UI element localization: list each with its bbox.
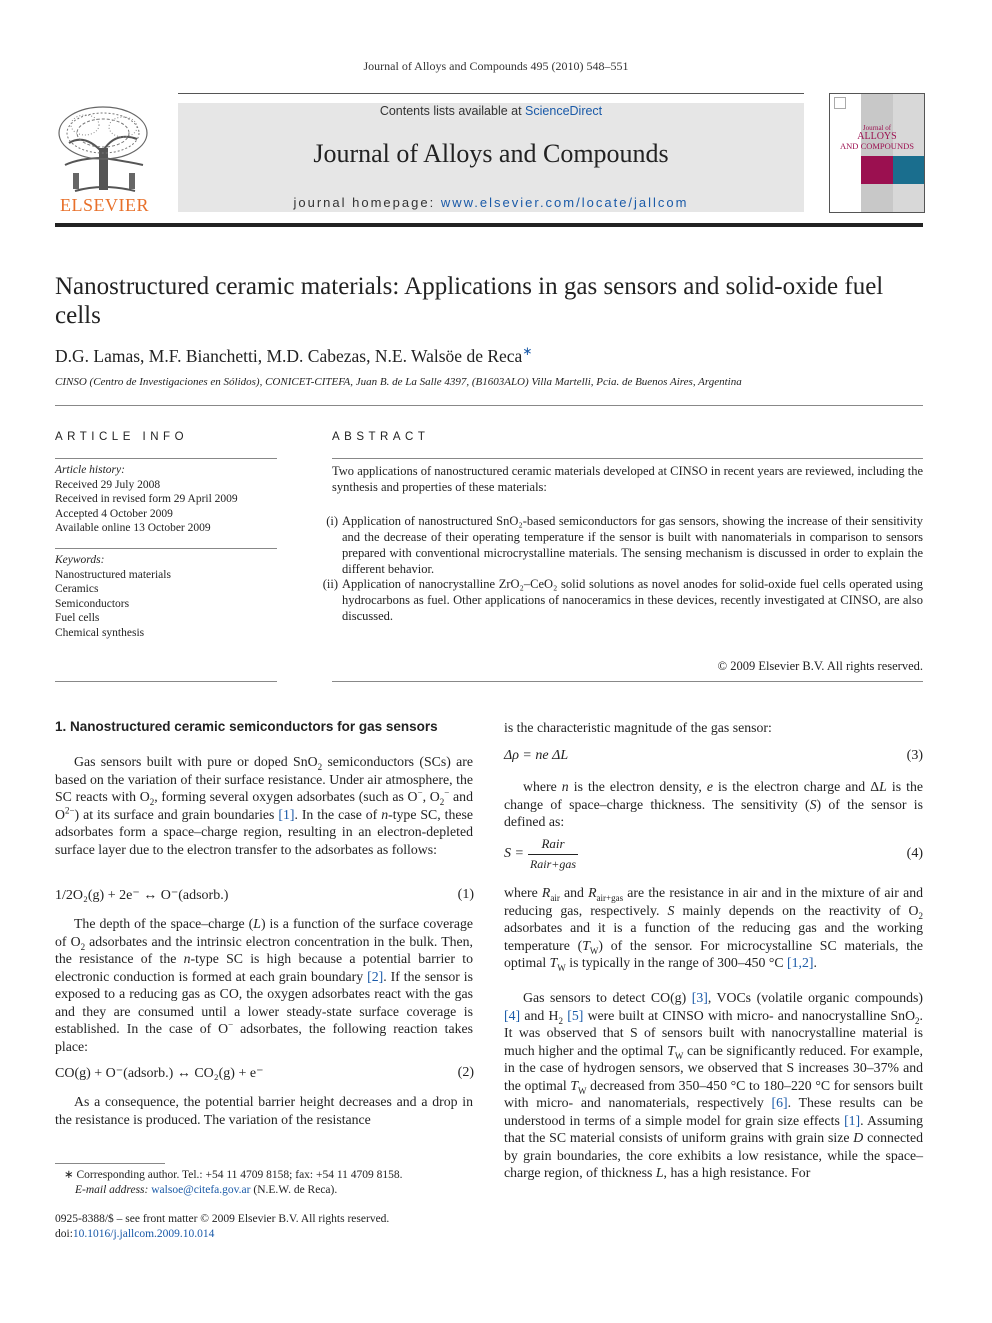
doi-label: doi: (55, 1228, 73, 1240)
abstract-heading: ABSTRACT (332, 431, 430, 443)
journal-title: Journal of Alloys and Compounds (313, 139, 669, 168)
cover-magenta-block (861, 156, 893, 184)
divider (55, 681, 277, 682)
equation-number: (1) (457, 887, 474, 902)
abstract-item-1: Application of nanostructured SnO₂-based semiconductors for gas sensors, showing the increase of their sensitivity and the decrease of their operating temperature if the sensor is built with nanomaterials in comparison to sensors prepared with conventional microcrystalline materials. The sensing mechanism is discussed in order to explain the different behavior. (342, 514, 923, 576)
journal-citation: Journal of Alloys and Compounds 495 (2010) 548–551 (363, 59, 629, 73)
cover-title-2: ALLOYS (857, 131, 897, 142)
cover-title-3: AND COMPOUNDS (840, 141, 914, 151)
ref-link[interactable]: [1] (278, 806, 295, 822)
history-item: Available online 13 October 2009 (55, 522, 211, 534)
section-1-heading: 1. Nanostructured ceramic semiconductors for gas sensors (55, 719, 438, 734)
author-list (55, 344, 935, 367)
sciencedirect-link[interactable]: ScienceDirect (525, 104, 603, 118)
ref-link[interactable]: [3] (691, 990, 708, 1005)
ref-link[interactable]: [6] (771, 1095, 788, 1110)
article-history (55, 463, 277, 536)
abstract-intro: Two applications of nanostructured ceramic materials developed at CINSO in recent years are reviewed, including the synthesis and properties of these materials: (332, 464, 923, 494)
history-item: Received in revised form 29 April 2009 (55, 493, 238, 505)
equation-number: (4) (906, 846, 923, 861)
email-link[interactable]: walsoe@citefa.gov.ar (151, 1184, 251, 1196)
fraction-bar (528, 854, 578, 855)
keyword: Fuel cells (55, 612, 100, 624)
divider (332, 458, 923, 459)
history-item: Received 29 July 2008 (55, 478, 161, 491)
doi-line (55, 1227, 475, 1242)
keyword: Nanostructured materials (55, 568, 171, 581)
paragraph: As a consequence, the potential barrier height decreases and a drop in the resistance is produced. The variation of the resistance (55, 1094, 473, 1127)
email-note (75, 1183, 495, 1198)
equation-1: 1/2O₂(g) + 2e⁻ ↔ O⁻(adsorb.) (55, 888, 229, 903)
paragraph: Gas sensors built with pure or doped SnO$_2$ semiconductors (SCs) are based on the variation of their surface resistance. Under air atmosphere, the SC reacts with $O_2$, forming several oxygen adsorbates (such as O−, $O_2^-$ and $O^{2-}$) at its surface and grain boundaries [1]. In the case of n-type SC, these adsorbates form a space–charge region, resulting in an electron-depleted surface layer due to the electron transfer to the adsorbates as follows: (55, 754, 474, 857)
elsevier-wordmark: ELSEVIER (60, 195, 149, 215)
journal-homepage (178, 195, 804, 210)
history-label: Article history: (55, 464, 125, 476)
header-top-rule (178, 93, 804, 94)
ref-link[interactable]: [5] (567, 1007, 584, 1023)
keyword: Chemical synthesis (55, 626, 145, 639)
doi-link[interactable]: 10.1016/j.jallcom.2009.10.014 (72, 1228, 215, 1240)
contents-prefix: Contents lists available at (379, 104, 526, 118)
article-title: Nanostructured ceramic materials: Applications in gas sensors and solid-oxide fuel cells (55, 273, 884, 329)
divider (332, 681, 923, 682)
issn-line: 0925-8388/$ – see front matter © 2009 Elsevier B.V. All rights reserved. (55, 1213, 390, 1225)
affiliation: CINSO (Centro de Investigaciones en Sólidos), CONICET-CITEFA, Juan B. de La Salle 4397, (B1603ALO) Villa Martelli, Pcia. de Buenos Aires, Argentina (55, 376, 742, 388)
ref-link[interactable]: [4] (504, 1007, 521, 1023)
homepage-prefix: journal homepage: (293, 195, 441, 210)
cover-teal-block (893, 156, 924, 184)
ref-link[interactable]: [1] (844, 1112, 861, 1128)
divider (55, 548, 277, 549)
keyword: Ceramics (55, 583, 99, 595)
abstract-item-2: Application of nanocrystalline ZrO₂–CeO₂ solid solutions as novel anodes for solid-oxide fuel cells operated using hydrocarbons as fuel. Other applications of nanoceramics in these devices, recently investigated at CINSO, are also discussed. (342, 577, 923, 623)
history-item: Accepted 4 October 2009 (55, 507, 173, 520)
cover-title-1: Journal of (862, 124, 892, 132)
equation-number: (2) (457, 1065, 474, 1080)
copyright: © 2009 Elsevier B.V. All rights reserved. (717, 659, 923, 673)
abstract-item-label: (ii) (322, 577, 338, 591)
journal-cover-thumbnail (829, 93, 925, 213)
equation-4-numerator: Rair (541, 836, 565, 851)
paragraph: where n is the electron density, e is the electron charge and ΔL is the change of space–charge thickness. The sensitivity (S) of the sensor is defined as: (504, 779, 924, 829)
header-thick-rule (55, 223, 923, 227)
keywords (55, 553, 277, 640)
equation-2: CO(g) + O⁻(adsorb.) ↔ CO₂(g) + e⁻ (55, 1066, 264, 1081)
equation-4-denominator: Rair+gas (529, 857, 577, 871)
keyword: Semiconductors (55, 597, 130, 610)
corresponding-author-note: ∗ Corresponding author. Tel.: +54 11 4709 8158; fax: +54 11 4709 8158. (64, 1169, 403, 1181)
equation-4-lhs: S = (504, 846, 524, 861)
keywords-label: Keywords: (55, 554, 105, 566)
corresponding-author-mark[interactable]: ∗ (522, 344, 533, 358)
authors-text: D.G. Lamas, M.F. Bianchetti, M.D. Cabezas, N.E. Walsöe de Reca (55, 345, 523, 366)
cover-elsevier-mark-icon (834, 97, 846, 109)
homepage-link[interactable]: www.elsevier.com/locate/jallcom (440, 195, 689, 210)
contents-line (178, 104, 804, 118)
equation-3: Δρ = ne ΔL (504, 748, 569, 763)
article-info-heading: ARTICLE INFO (55, 431, 189, 443)
footnote-rule (55, 1163, 165, 1164)
email-suffix: (N.E.W. de Reca). (250, 1184, 338, 1196)
equation-number: (3) (906, 748, 923, 763)
abstract-item-label: (i) (326, 514, 338, 528)
email-label: E-mail address: (75, 1184, 152, 1196)
ref-link[interactable]: [2] (367, 968, 384, 984)
divider (55, 405, 923, 406)
paragraph: where $R_{air}$ and $R_{air+gas}$ are the resistance in air and in the mixture of air and reducing gas, respectively. S mainly depends on the reactivity of $O_2$ adsorbates and it is a function of the reducing gas and the working temperature $(T_W)$ of the sensor. For microcystalline SC materials, the optimal $T_W$ is typically in the range of 300–450 °C [1,2]. (504, 885, 923, 973)
ref-link[interactable]: [1,2] (787, 955, 814, 970)
paragraph: The depth of the space–charge (L) is a function of the surface coverage of $O_2$ adsorbates and the intrinsic electron concentration in the bulk. Then, the resistance of the n-type SC is high because a potential barrier to electronic conduction is formed at each grain boundary [2]. If the sensor is exposed to a reducing gas as CO, the oxygen adsorbates react with the gas and they are consumed until a lower steady-state surface coverage is established. In the case of O− adsorbates, the following reaction takes place: (55, 916, 474, 1054)
paragraph: is the characteristic magnitude of the gas sensor: (504, 720, 772, 735)
paragraph: Gas sensors to detect CO(g) [3], VOCs (volatile organic compounds) [4] and $H_2$ [5] were built at CINSO with micro- and nanocrystalline SnO$_2$. It was observed that S of sensors built with nanocrystalline material is much higher and the optimal $T_W$ can be significantly reduced. For example, in the case of hydrogen sensors, we observed that S increases 30–37% and the optimal $T_W$ decreased from 350–450 °C to 180–220 °C for sensors built with micro- and nanomaterials, respectively [6]. These results can be understood in terms of a simple model for grain size effects [1]. Assuming that the SC material consists of uniform grains with grain size D connected by grain boundaries, the core exhibits a low resistance, while the space–charge region, of thickness L, has a high resistance. For (504, 990, 924, 1180)
divider (55, 458, 277, 459)
